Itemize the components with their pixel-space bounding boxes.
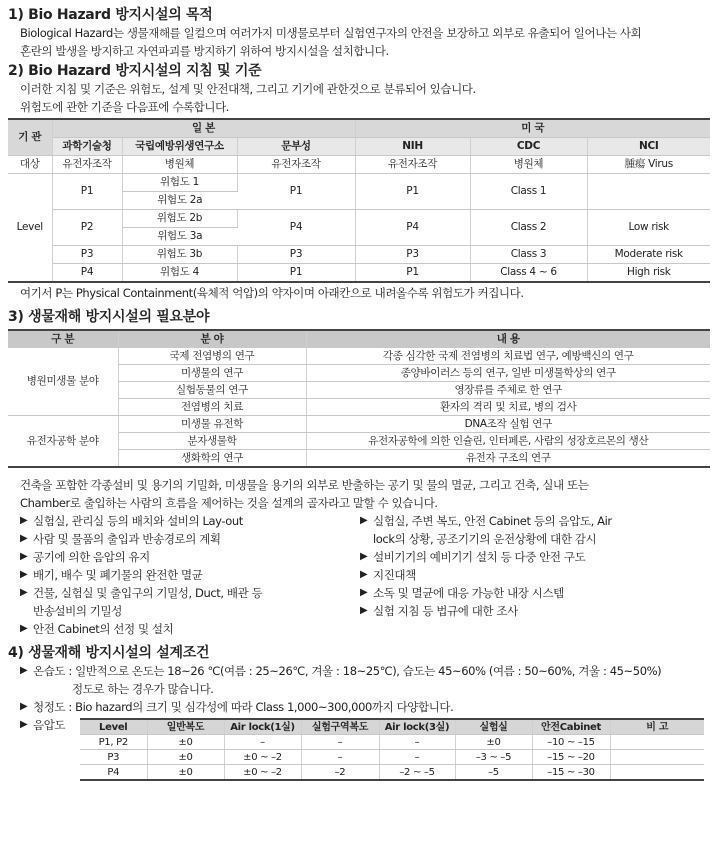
list-item-continued: 반송설비의 기밀성 [33, 604, 122, 618]
content-cell: 유전자 구조의 연구 [306, 450, 710, 468]
header-sub: 국립예방위생연구소 [122, 138, 237, 156]
field-cell: 미생물 유전학 [118, 416, 306, 433]
nci-cell [587, 174, 710, 210]
pressure-header: 실험실 [455, 719, 532, 735]
field-cell: 국제 전염병의 연구 [118, 348, 306, 365]
section3-title: 3) 생물재해 방지시설의 필요분야 [8, 309, 210, 325]
risk-cell: 위험도 2b [122, 210, 237, 228]
field-cell: 실험동물의 연구 [118, 382, 306, 399]
risk-cell: 위험도 4 [122, 264, 237, 283]
triangle-bullet-icon: ▶ [20, 587, 28, 598]
list-item-continued: lock의 상황, 공조기기의 운전상황에 대한 감시 [373, 532, 597, 546]
target-cell: 유전자조작 [237, 156, 355, 174]
pressure-block [20, 716, 710, 781]
section2-text-2: 위험도에 관한 기준을 다음표에 수록합니다. [20, 100, 230, 114]
design-points-left [20, 512, 360, 638]
triangle-bullet-icon: ▶ [360, 551, 368, 562]
pressure-header: 안전Cabinet [532, 719, 610, 735]
list-item: ▶ 안전 Cabinet의 선정 및 설치 [20, 622, 174, 636]
cdc-cell: Class 1 [470, 174, 587, 210]
target-cell: 병원체 [122, 156, 237, 174]
pressure-header: 일반복도 [147, 719, 224, 735]
list-item: ▶ 실험실, 주변 복도, 안전 Cabinet 등의 음압도, Air [360, 514, 612, 528]
header-usa: 미 국 [355, 119, 710, 138]
section2-title: 2) Bio Hazard 방지시설의 지침 및 기준 [8, 63, 262, 79]
header-sub: CDC [470, 138, 587, 156]
triangle-bullet-icon: ▶ [20, 623, 28, 634]
field-cell: 미생물의 연구 [118, 365, 306, 382]
list-item: ▶ 실험실, 관리실 등의 배치와 설비의 Lay-out [20, 514, 243, 528]
header-sub: NCI [587, 138, 710, 156]
pressure-header: 실험구역복도 [301, 719, 379, 735]
header-sub: NIH [355, 138, 470, 156]
triangle-bullet-icon: ▶ [360, 569, 368, 580]
content-cell: 영장류를 주체로 한 연구 [306, 382, 710, 399]
header-field: 분 야 [118, 330, 306, 348]
list-item: ▶ 설비기기의 예비기기 설치 등 다중 안전 구도 [360, 550, 586, 564]
cleanliness-item: ▶ 청정도 : Bio hazard의 크기 및 심각성에 따라 Class 1,000~300,000까지 다양합니다. [20, 700, 454, 714]
level-label: Level [8, 174, 52, 283]
list-item: ▶ 건물, 실험실 및 출입구의 기밀성, Duct, 배관 등 [20, 586, 263, 600]
content-cell: 종양바이러스 등의 연구, 일반 미생물학상의 연구 [306, 365, 710, 382]
list-item: ▶ 배기, 배수 및 폐기물의 완전한 멸균 [20, 568, 203, 582]
triangle-bullet-icon: ▶ [20, 719, 28, 730]
triangle-bullet-icon: ▶ [20, 665, 28, 676]
nci-cell: Low risk [587, 210, 710, 246]
level-p2: P2 [52, 210, 122, 246]
target-cell: 유전자조작 [52, 156, 122, 174]
pressure-header: Level [80, 719, 147, 735]
risk-cell: 위험도 3b [122, 246, 237, 264]
level-p1: P1 [52, 174, 122, 210]
triangle-bullet-icon: ▶ [360, 605, 368, 616]
nih-cell: P4 [355, 210, 470, 246]
nih-cell: P1 [355, 264, 470, 283]
pressure-header: Air lock(3실) [379, 719, 455, 735]
pressure-header: Air lock(1실) [224, 719, 301, 735]
section3-text-2: Chamber로 출입하는 사람의 흐름을 제어하는 것을 설계의 골자라고 말할 수 있습니다. [20, 496, 438, 510]
risk-level-table [8, 118, 710, 283]
temperature-item: ▶ 온습도 : 일반적으로 온도는 18~26 ℃(여름 : 25~26℃, 겨울 : 18~25℃), 습도는 45~60% (여름 : 50~60%, 겨울 : 45~50%) [20, 664, 662, 678]
header-sub: 과학기술청 [52, 138, 122, 156]
table-row: P1, P2 ±0 – – – ±0 –10 ~ –15 [80, 735, 704, 750]
mon-cell: P3 [237, 246, 355, 264]
nci-cell: High risk [587, 264, 710, 283]
section4-title: 4) 생물재해 방지시설의 설계조건 [8, 645, 210, 661]
section1-title: 1) Bio Hazard 방지시설의 목적 [8, 7, 213, 23]
list-item: ▶ 사람 및 물품의 출입과 반송경로의 계획 [20, 532, 221, 546]
triangle-bullet-icon: ▶ [20, 533, 28, 544]
nih-cell: P3 [355, 246, 470, 264]
triangle-bullet-icon: ▶ [360, 587, 368, 598]
mon-cell: P1 [237, 264, 355, 283]
table-row: P3 ±0 ±0 ~ –2 – – –3 ~ –5 –15 ~ –20 [80, 750, 704, 765]
risk-cell: 위험도 3a [122, 228, 237, 246]
pressure-table [80, 718, 704, 781]
content-cell: DNA조작 실험 연구 [306, 416, 710, 433]
section1-text-2: 혼란의 발생을 방지하고 자연파괴를 방지하기 위하여 방지시설을 설치합니다. [20, 44, 389, 58]
target-cell: 병원체 [470, 156, 587, 174]
level-p4: P4 [52, 264, 122, 283]
header-sub: 문부성 [237, 138, 355, 156]
field-cell: 전염병의 치료 [118, 399, 306, 416]
target-cell: 腫瘍 Virus [587, 156, 710, 174]
content-cell: 각종 심각한 국제 전염병의 치료법 연구, 예방백신의 연구 [306, 348, 710, 365]
triangle-bullet-icon: ▶ [20, 515, 28, 526]
list-item: ▶ 소독 및 멸균에 대응 가능한 내장 시스템 [360, 586, 564, 600]
group-pathogen: 병원미생물 분야 [8, 348, 118, 416]
content-cell: 유전자공학에 의한 인슐린, 인터페론, 사람의 성장호르몬의 생산 [306, 433, 710, 450]
risk-cell: 위험도 1 [122, 174, 237, 192]
design-points-right [360, 512, 700, 638]
list-item: ▶ 공기에 의한 음압의 유지 [20, 550, 150, 564]
cdc-cell: Class 2 [470, 210, 587, 246]
cdc-cell: Class 3 [470, 246, 587, 264]
section1-text-1: Biological Hazard는 생물재해를 일컬으며 여러가지 미생물로부터 실험연구자의 안전을 보장하고 외부로 유출되어 일어나는 사회 [20, 26, 642, 40]
pressure-item: ▶ 음압도 [20, 716, 80, 781]
mon-cell: P1 [237, 174, 355, 210]
design-points [20, 512, 710, 638]
pressure-header: 비 고 [610, 719, 704, 735]
header-gubun: 구 분 [8, 330, 118, 348]
nih-cell: P1 [355, 174, 470, 210]
risk-cell: 위험도 2a [122, 192, 237, 210]
list-item: ▶ 실험 지침 등 법규에 대한 조사 [360, 604, 518, 618]
target-label: 대상 [8, 156, 52, 174]
section2-note: 여기서 P는 Physical Containment(육체적 억압)의 약자이며 아래칸으로 내려올수록 위험도가 커집니다. [20, 286, 524, 300]
fields-table [8, 329, 710, 468]
field-cell: 생화학의 연구 [118, 450, 306, 468]
level-p3: P3 [52, 246, 122, 264]
triangle-bullet-icon: ▶ [20, 551, 28, 562]
triangle-bullet-icon: ▶ [20, 569, 28, 580]
nci-cell: Moderate risk [587, 246, 710, 264]
field-cell: 분자생물학 [118, 433, 306, 450]
mon-cell: P4 [237, 210, 355, 246]
header-gigwan: 기 관 [8, 119, 52, 156]
triangle-bullet-icon: ▶ [20, 701, 28, 712]
header-japan: 일 본 [52, 119, 355, 138]
list-item: ▶ 지진대책 [360, 568, 416, 582]
content-cell: 환자의 격리 및 치료, 병의 검사 [306, 399, 710, 416]
section3-text-1: 건축을 포함한 각종설비 및 용기의 기밀화, 미생물을 용기의 외부로 반출하는 공기 및 물의 멸균, 그리고 건축, 실내 또는 [20, 478, 589, 492]
section2-text-1: 이러한 지침 및 기준은 위험도, 설계 및 안전대책, 그리고 기기에 관한것으로 분류되어 있습니다. [20, 82, 476, 96]
target-cell: 유전자조작 [355, 156, 470, 174]
group-genetic: 유전자공학 분야 [8, 416, 118, 468]
temperature-item-continued: 정도로 하는 경우가 많습니다. [72, 682, 214, 696]
header-content: 내 용 [306, 330, 710, 348]
cdc-cell: Class 4 ~ 6 [470, 264, 587, 283]
triangle-bullet-icon: ▶ [360, 515, 368, 526]
table-row: P4 ±0 ±0 ~ –2 –2 –2 ~ –5 –5 –15 ~ –30 [80, 765, 704, 781]
